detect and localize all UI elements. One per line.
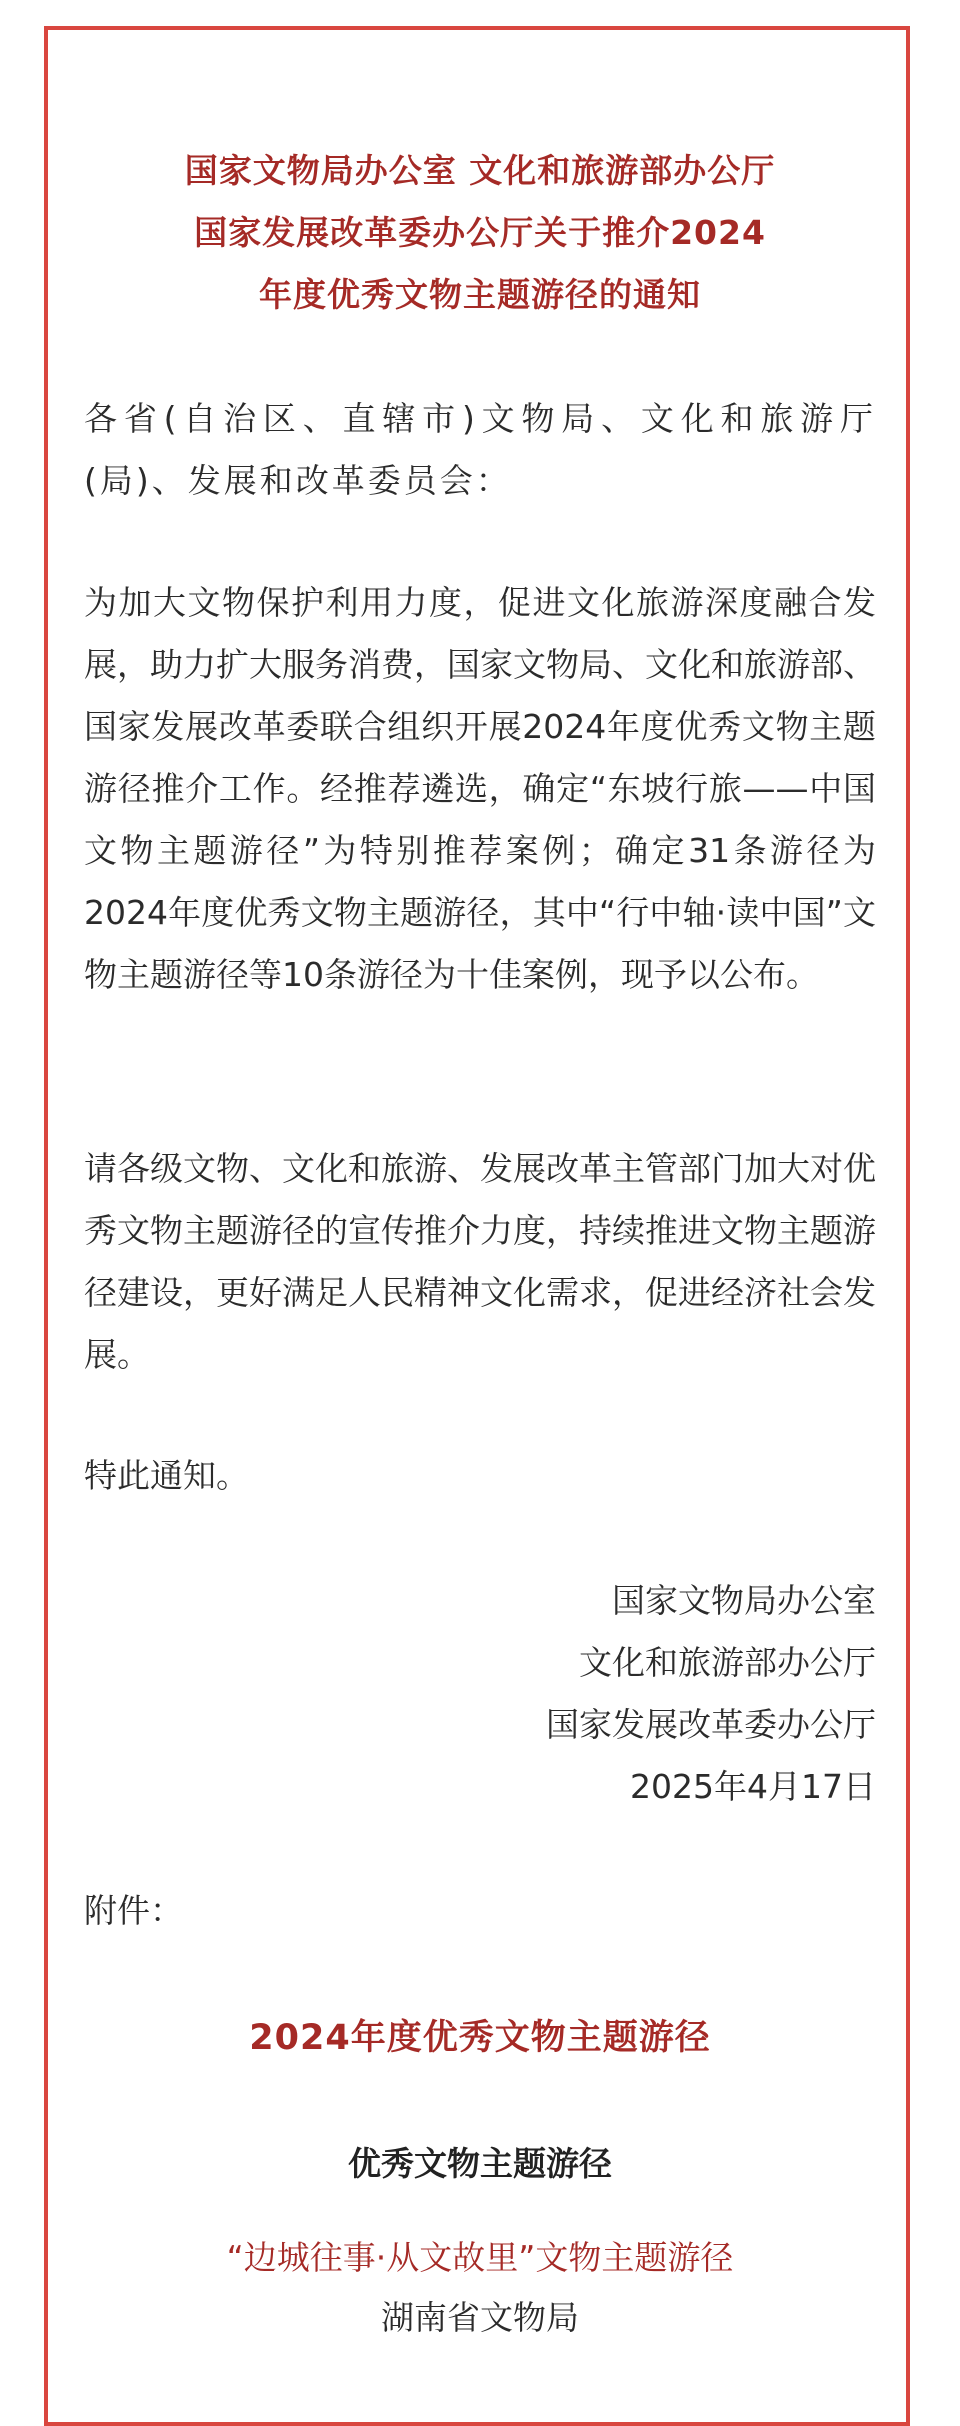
signoff-org-1: 国家文物局办公室: [612, 1581, 876, 1620]
route-name: “边城往事·从文故里”文物主题游径: [226, 2238, 734, 2277]
salutation: 各省(自治区、直辖市)文物局、文化和旅游厅(局)、发展和改革委员会：: [84, 399, 876, 500]
signoff-date: 2025年4月17日: [630, 1767, 876, 1806]
closing-line: 特此通知。: [84, 1456, 249, 1495]
notice-title: [84, 140, 876, 326]
title-line-2: 国家发展改革委办公厅关于推介2024: [194, 213, 766, 252]
signoff-org-2: 文化和旅游部办公厅: [579, 1643, 876, 1682]
attachment-label: 附件：: [84, 1891, 183, 1930]
title-line-1: 国家文物局办公室 文化和旅游部办公厅: [184, 151, 776, 190]
section-title: 优秀文物主题游径: [348, 2144, 612, 2183]
title-line-3: 年度优秀文物主题游径的通知: [259, 275, 701, 314]
attachment-title: 2024年度优秀文物主题游径: [249, 2018, 711, 2058]
paragraph-announcement: 为加大文物保护利用力度，促进文化旅游深度融合发展，助力扩大服务消费，国家文物局、文化和旅游部、国家发展改革委联合组织开展2024年度优秀文物主题游径推介工作。经推荐遴选，确定“东坡行旅——中国文物主题游径”为特别推荐案例；确定31条游径为2024年度优秀文物主题游径，其中“行中轴·读中国”文物主题游径等10条游径为十佳案例，现予以公布。: [84, 583, 876, 994]
signoff-block: [84, 1570, 876, 1818]
route-organization: 湖南省文物局: [381, 2298, 579, 2337]
signoff-org-3: 国家发展改革委办公厅: [546, 1705, 876, 1744]
paragraph-request: 请各级文物、文化和旅游、发展改革主管部门加大对优秀文物主题游径的宣传推介力度，持续推进文物主题游径建设，更好满足人民精神文化需求，促进经济社会发展。: [84, 1149, 876, 1374]
